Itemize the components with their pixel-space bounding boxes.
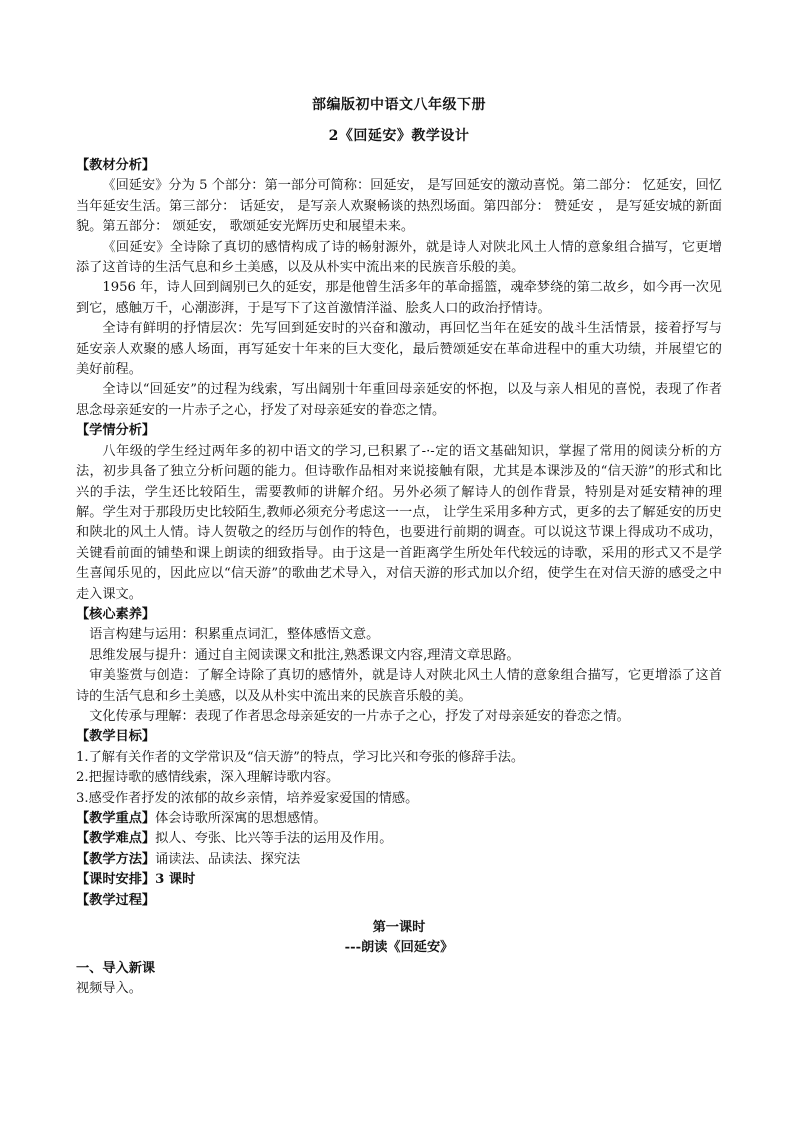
competence-aesthetic: 审美鉴赏与创造：了解全诗除了真切的感情外，就是诗人对陕北风土人情的意象组合描写，它更增添了这首诗的生活气息和乡土美感，以及从朴实中流出来的民族音乐般的美。: [76, 668, 722, 704]
analysis-paragraph-4: 全诗有鲜明的抒情层次：先写回到延安时的兴奋和激动，再回忆当年在延安的战斗生活情景，接着抒写与延安亲人欢聚的感人场面，再写延安十年来的巨大变化，最后赞颂延安在革命进程中的重大功绩，并展望它的美好前程。: [76, 321, 722, 378]
class-schedule-text: 3 课时: [155, 872, 196, 888]
heading-teaching-goals: 【教学目标】: [76, 729, 156, 745]
lesson-1-subtitle: ---朗读《回延安》: [344, 940, 454, 956]
analysis-paragraph-5: 全诗以“回延安”的过程为线索，写出阔别十年重回母亲延安的怀抱，以及与亲人相见的喜悦，表现了作者思念母亲延安的一片赤子之心，抒发了对母亲延安的眷恋之情。: [76, 382, 722, 418]
analysis-paragraph-1: 《回延安》分为 5 个部分：第一部分可简称：回延安， 是写回延安的激动喜悦。第二部分： 忆延安，回忆当年延安生活。第三部分： 话延安， 是写亲人欢聚畅谈的热烈场面。第四部分： 赞延安 ， 是写延安城的新面貌。第五部分： 颂延安， 歌颂延安光辉历史和展望未来。: [76, 178, 722, 235]
teaching-methods: [76, 850, 722, 870]
document-title: 部编版初中语文八年级下册: [312, 97, 486, 113]
teaching-focus-text: 体会诗歌所深寓的思想感情。: [155, 811, 327, 826]
teaching-difficulty-text: 拟人、夸张、比兴等手法的运用及作用。: [155, 831, 393, 847]
heading-textbook-analysis: 【教材分析】: [76, 158, 156, 173]
competence-culture: 文化传承与理解：表现了作者思念母亲延安的一片赤子之心，抒发了对母亲延安的眷恋之情。: [89, 708, 630, 724]
step-1-text: 视频导入。: [76, 981, 142, 997]
heading-teaching-process: 【教学过程】: [76, 892, 156, 908]
competence-thinking: 思维发展与提升：通过自主阅读课文和批注,熟悉课文内容,理清文章思路。: [89, 647, 520, 663]
student-analysis-paragraph: 八年级的学生经过两年多的初中语文的学习,已积累了-·-定的语文基础知识，掌握了常用的阅读分析的方法，初步具备了独立分析问题的能力。但诗歌作品相对来说接触有限，尤其是本课涉及的“信天游”的形式和比兴的手法，学生还比较陌生，需要教师的讲解介绍。另外必须了解诗人的创作背景，特别是对延安精神的理解。学生对于那段历史比较陌生,教师必须充分考虑这一一点， 让学生采用多种方式，更多的去了解延安的历史和陕北的风土人情。诗人贺敬之的经历与创作的特色，也要进行前期的调查。可以说这节课上得成功不成功，关键看前面的铺垫和课上朗读的细致指导。由于这是一首距离学生所处年代较远的诗歌，采用的形式又不是学生喜闻乐见的，因此应以“信天游”的歌曲艺术导入，对信天游的形式加以介绍，使学生在对信天游的感受之中走入课文。: [76, 443, 722, 602]
analysis-paragraph-3: 1956 年，诗人回到阔别已久的延安，那是他曾生活多年的革命摇篮，魂牵梦绕的第二故乡，如今再一次见到它，感触万千，心潮澎湃，于是写下了这首激情洋溢、脍炙人口的政治抒情诗。: [76, 280, 722, 316]
step-1-heading: 一、导入新课: [76, 960, 156, 976]
teaching-difficulty-label: 【教学难点】: [76, 831, 156, 847]
heading-student-analysis: 【学情分析】: [76, 423, 156, 439]
class-schedule-label: 【课时安排】: [76, 872, 156, 888]
analysis-paragraph-2: 《回延安》全诗除了真切的感情构成了诗的畅射源外，就是诗人对陕北风土人情的意象组合描写，它更增添了这首诗的生活气息和乡土美感，以及从朴实中流出来的民族音乐般的美。: [76, 239, 722, 276]
class-schedule: [76, 870, 722, 890]
competence-language: 语言构建与运用：积累重点词汇，整体感悟文意。: [89, 627, 380, 643]
teaching-focus: [76, 809, 722, 829]
goal-3: 3.感受作者抒发的浓郁的故乡亲情，培养爱家爱国的情感。: [76, 790, 419, 806]
teaching-methods-text: 诵读法、品读法、探究法: [155, 851, 301, 867]
goal-1: 1.了解有关作者的文学常识及“信天游”的特点，学习比兴和夸张的修辞手法。: [76, 749, 525, 765]
goal-2: 2.把握诗歌的感情线索，深入理解诗歌内容。: [76, 770, 340, 786]
teaching-focus-label: 【教学重点】: [76, 811, 156, 826]
heading-core-competence: 【核心素养】: [76, 606, 156, 622]
teaching-difficulty: [76, 829, 722, 849]
document-subtitle: 2《回延安》教学设计: [328, 128, 470, 144]
teaching-methods-label: 【教学方法】: [76, 851, 156, 867]
lesson-1-title: 第一课时: [372, 920, 426, 936]
